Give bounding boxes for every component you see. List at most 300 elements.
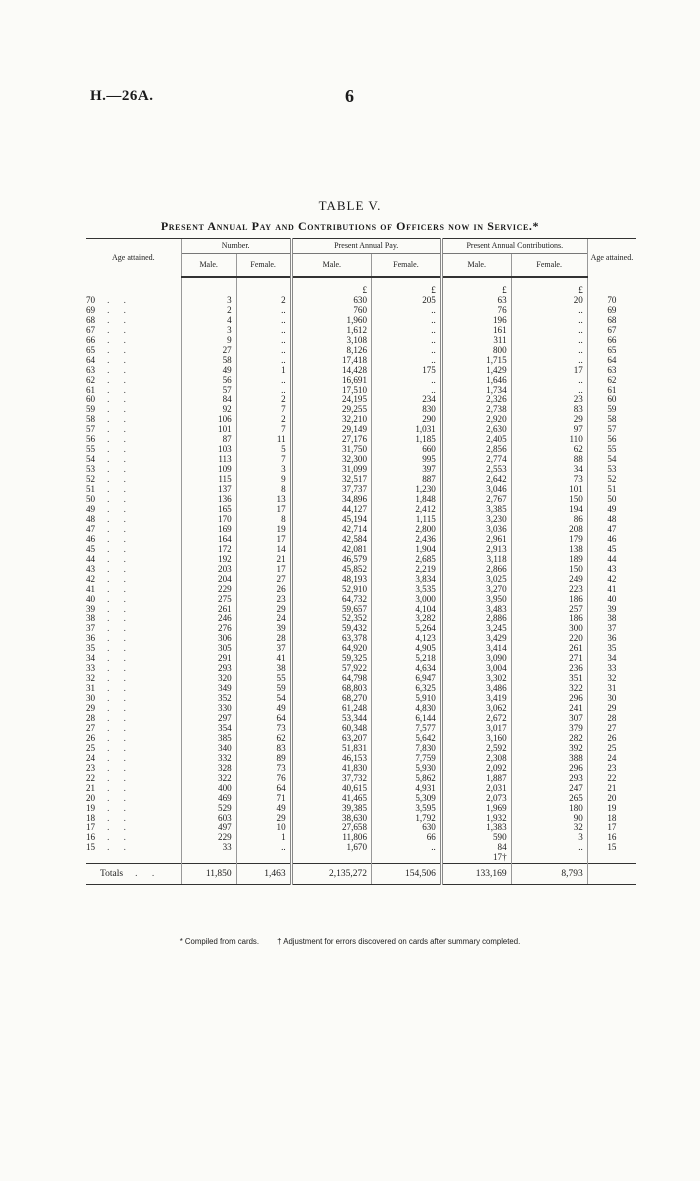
footnote-compiled: * Compiled from cards.: [179, 937, 259, 946]
number-female-cell: 2: [236, 415, 291, 425]
number-female-cell: 73: [236, 764, 291, 774]
age-value: 54: [86, 455, 96, 465]
age-right-cell: 18: [587, 814, 636, 824]
contrib-male-cell: 161: [441, 326, 511, 336]
pay-female-cell: 830: [372, 405, 442, 415]
age-value: 60: [86, 395, 96, 405]
number-male-cell: 2: [181, 306, 236, 316]
number-female-cell: 17: [236, 535, 291, 545]
contrib-male-cell: 2,553: [441, 465, 511, 475]
number-female-cell: 27: [236, 575, 291, 585]
age-right-cell: 36: [587, 634, 636, 644]
contrib-male-cell: 2,866: [441, 565, 511, 575]
pay-female-cell: 660: [372, 445, 442, 455]
age-value: 53: [86, 465, 96, 475]
pay-male-cell: 48,193: [291, 575, 371, 585]
age-value: 42: [86, 574, 96, 584]
age-cell: [86, 395, 181, 405]
leader-dots: . .: [107, 455, 132, 465]
age-value: 18: [86, 813, 96, 823]
age-right-cell: 56: [587, 435, 636, 445]
leader-dots: . .: [107, 295, 132, 305]
contrib-male-cell: 3,090: [441, 654, 511, 664]
leader-dots: . .: [107, 634, 132, 644]
total-pay-female: 154,506: [372, 864, 442, 885]
pay-male-cell: 27,658: [291, 823, 371, 833]
number-female-cell: 14: [236, 545, 291, 555]
age-right-cell: 45: [587, 545, 636, 555]
pay-female-cell: ..: [372, 316, 442, 326]
pay-female-cell: 5,218: [372, 654, 442, 664]
pay-female-cell: 7,830: [372, 744, 442, 754]
table-row: [86, 774, 636, 784]
contrib-female-cell: 20: [511, 296, 587, 306]
age-value: 25: [86, 743, 96, 753]
pay-female-cell: 2,800: [372, 525, 442, 535]
pay-male-cell: 51,831: [291, 744, 371, 754]
number-female-cell: 49: [236, 704, 291, 714]
age-cell: [86, 764, 181, 774]
age-value: 55: [86, 445, 96, 455]
pay-male-cell: 29,149: [291, 425, 371, 435]
contrib-male-cell: 84: [441, 843, 511, 853]
contrib-female-cell: 220: [511, 634, 587, 644]
age-right-cell: 66: [587, 336, 636, 346]
pay-female-cell: 1,115: [372, 515, 442, 525]
age-cell: [86, 823, 181, 833]
pay-female-cell: ..: [372, 326, 442, 336]
number-female-cell: 37: [236, 644, 291, 654]
number-male-cell: 354: [181, 724, 236, 734]
number-female-cell: 13: [236, 495, 291, 505]
contrib-female-cell: 34: [511, 465, 587, 475]
leader-dots: . .: [107, 704, 132, 714]
contrib-male-cell: 3,025: [441, 575, 511, 585]
age-cell: [86, 565, 181, 575]
age-value: 68: [86, 315, 96, 325]
contrib-female-cell: 17: [511, 366, 587, 376]
header-number-male: Male.: [181, 254, 236, 278]
leader-dots: . .: [107, 524, 132, 534]
contrib-male-cell: 2,073: [441, 794, 511, 804]
empty-cell: [511, 853, 587, 863]
contrib-male-cell: 3,046: [441, 485, 511, 495]
number-male-cell: 246: [181, 614, 236, 624]
total-contrib-male: 133,169: [441, 864, 511, 885]
contrib-female-cell: 265: [511, 794, 587, 804]
age-cell: [86, 654, 181, 664]
pay-female-cell: 1,031: [372, 425, 442, 435]
number-male-cell: 320: [181, 674, 236, 684]
contrib-female-cell: 379: [511, 724, 587, 734]
leader-dots: . .: [107, 614, 132, 624]
leader-dots: . .: [107, 365, 132, 375]
number-male-cell: 275: [181, 595, 236, 605]
age-cell: [86, 555, 181, 565]
contrib-female-cell: 388: [511, 754, 587, 764]
contrib-female-cell: 223: [511, 585, 587, 595]
age-cell: [86, 833, 181, 843]
number-female-cell: 73: [236, 724, 291, 734]
age-right-cell: 15: [587, 843, 636, 853]
number-male-cell: 332: [181, 754, 236, 764]
age-cell: [86, 495, 181, 505]
age-value: 26: [86, 733, 96, 743]
contrib-male-cell: 3,414: [441, 644, 511, 654]
pay-male-cell: 3,108: [291, 336, 371, 346]
contrib-male-cell: 3,302: [441, 674, 511, 684]
pay-male-cell: 59,325: [291, 654, 371, 664]
number-male-cell: 385: [181, 734, 236, 744]
header-age-right: Age attained.: [587, 239, 636, 278]
currency-symbol: £: [441, 277, 511, 296]
header-contrib-male: Male.: [441, 254, 511, 278]
pay-male-cell: 37,737: [291, 485, 371, 495]
table-row: [86, 714, 636, 724]
contrib-female-cell: 86: [511, 515, 587, 525]
leader-dots: . .: [107, 624, 132, 634]
pay-male-cell: 37,732: [291, 774, 371, 784]
age-value: 34: [86, 654, 96, 664]
age-cell: [86, 704, 181, 714]
table-row: [86, 455, 636, 465]
contrib-female-cell: 392: [511, 744, 587, 754]
table-row: [86, 306, 636, 316]
age-right-cell: 39: [587, 605, 636, 615]
pay-male-cell: 27,176: [291, 435, 371, 445]
age-cell: [86, 664, 181, 674]
number-male-cell: 328: [181, 764, 236, 774]
age-cell: [86, 784, 181, 794]
pay-female-cell: ..: [372, 386, 442, 396]
contrib-male-cell: 3,230: [441, 515, 511, 525]
currency-symbol: £: [291, 277, 371, 296]
number-male-cell: 115: [181, 475, 236, 485]
pay-female-cell: 2,219: [372, 565, 442, 575]
age-value: 16: [86, 833, 96, 843]
contrib-female-cell: 189: [511, 555, 587, 565]
table-row: [86, 833, 636, 843]
age-right-cell: 28: [587, 714, 636, 724]
pay-female-cell: 175: [372, 366, 442, 376]
header-number: Number.: [181, 239, 291, 254]
leader-dots: . .: [107, 713, 132, 723]
pay-male-cell: 41,465: [291, 794, 371, 804]
number-male-cell: 170: [181, 515, 236, 525]
table-subtitle: Present Annual Pay and Contributions of Officers now in Service.*: [160, 219, 540, 233]
contrib-male-cell: 1,429: [441, 366, 511, 376]
age-right-cell: 69: [587, 306, 636, 316]
table-row: [86, 843, 636, 853]
age-cell: [86, 366, 181, 376]
pay-male-cell: 52,352: [291, 614, 371, 624]
age-right-cell: 33: [587, 664, 636, 674]
contrib-female-cell: 300: [511, 624, 587, 634]
contrib-male-cell: 3,486: [441, 684, 511, 694]
pay-female-cell: 2,685: [372, 555, 442, 565]
pay-male-cell: 17,510: [291, 386, 371, 396]
leader-dots: . .: [107, 664, 132, 674]
totals-row: [86, 864, 636, 885]
age-value: 33: [86, 664, 96, 674]
table-row: [86, 376, 636, 386]
contrib-female-cell: 83: [511, 405, 587, 415]
age-right-cell: 21: [587, 784, 636, 794]
pay-male-cell: 39,385: [291, 804, 371, 814]
table-row: [86, 624, 636, 634]
number-male-cell: 192: [181, 555, 236, 565]
contrib-female-cell: 282: [511, 734, 587, 744]
number-female-cell: 11: [236, 435, 291, 445]
age-value: 27: [86, 723, 96, 733]
number-female-cell: 5: [236, 445, 291, 455]
pay-female-cell: 5,642: [372, 734, 442, 744]
footnotes: [0, 937, 700, 946]
empty-cell: [587, 853, 636, 863]
age-cell: [86, 535, 181, 545]
table-row: [86, 654, 636, 664]
age-cell: [86, 505, 181, 515]
header-pay: Present Annual Pay.: [291, 239, 441, 254]
age-right-cell: 23: [587, 764, 636, 774]
number-male-cell: 56: [181, 376, 236, 386]
age-right-cell: 35: [587, 644, 636, 654]
number-female-cell: 64: [236, 714, 291, 724]
pay-female-cell: 290: [372, 415, 442, 425]
contrib-female-cell: 88: [511, 455, 587, 465]
contrib-male-cell: 2,672: [441, 714, 511, 724]
age-value: 36: [86, 634, 96, 644]
number-female-cell: 9: [236, 475, 291, 485]
age-cell: [86, 525, 181, 535]
age-value: 43: [86, 564, 96, 574]
table-row: [86, 585, 636, 595]
contrib-male-cell: 3,483: [441, 605, 511, 615]
pay-male-cell: 68,270: [291, 694, 371, 704]
age-value: 45: [86, 544, 96, 554]
number-female-cell: ..: [236, 336, 291, 346]
contrib-male-cell: 1,383: [441, 823, 511, 833]
number-female-cell: 89: [236, 754, 291, 764]
table-row: [86, 366, 636, 376]
table-row: [86, 435, 636, 445]
contrib-male-cell: 3,004: [441, 664, 511, 674]
age-value: 44: [86, 554, 96, 564]
age-right-cell: 29: [587, 704, 636, 714]
table-row: [86, 326, 636, 336]
table-row: [86, 744, 636, 754]
pay-female-cell: 1,904: [372, 545, 442, 555]
total-number-male: 11,850: [181, 864, 236, 885]
age-value: 50: [86, 495, 96, 505]
pay-male-cell: 61,248: [291, 704, 371, 714]
contrib-male-cell: 2,886: [441, 614, 511, 624]
age-right-cell: 31: [587, 684, 636, 694]
total-number-female: 1,463: [236, 864, 291, 885]
age-cell: [86, 545, 181, 555]
pay-female-cell: 5,930: [372, 764, 442, 774]
number-male-cell: 33: [181, 843, 236, 853]
number-male-cell: 57: [181, 386, 236, 396]
number-female-cell: ..: [236, 346, 291, 356]
age-cell: [86, 674, 181, 684]
number-male-cell: 203: [181, 565, 236, 575]
number-male-cell: 349: [181, 684, 236, 694]
age-right-cell: 46: [587, 535, 636, 545]
age-right-cell: 53: [587, 465, 636, 475]
table-row: [86, 425, 636, 435]
leader-dots: . .: [107, 733, 132, 743]
leader-dots: . .: [107, 654, 132, 664]
age-value: 49: [86, 504, 96, 514]
number-female-cell: ..: [236, 316, 291, 326]
age-value: 66: [86, 335, 96, 345]
contrib-female-cell: ..: [511, 306, 587, 316]
contrib-male-cell: 2,308: [441, 754, 511, 764]
total-pay-male: 2,135,272: [291, 864, 371, 885]
number-female-cell: ..: [236, 386, 291, 396]
number-female-cell: 1: [236, 833, 291, 843]
pay-female-cell: 1,230: [372, 485, 442, 495]
table-row: [86, 405, 636, 415]
age-cell: [86, 306, 181, 316]
pay-female-cell: ..: [372, 346, 442, 356]
footnote-adjustment: † Adjustment for errors discovered on cards after summary completed.: [277, 937, 521, 946]
age-cell: [86, 804, 181, 814]
number-male-cell: 136: [181, 495, 236, 505]
table-row: [86, 804, 636, 814]
table-row: [86, 336, 636, 346]
pay-female-cell: 3,595: [372, 804, 442, 814]
number-male-cell: 4: [181, 316, 236, 326]
leader-dots: . .: [107, 325, 132, 335]
currency-symbol: £: [372, 277, 442, 296]
table-row: [86, 704, 636, 714]
pay-male-cell: 32,300: [291, 455, 371, 465]
contrib-male-cell: 3,036: [441, 525, 511, 535]
pay-male-cell: 53,344: [291, 714, 371, 724]
contrib-male-cell: 1,715: [441, 356, 511, 366]
contrib-male-cell: 3,062: [441, 704, 511, 714]
age-value: 32: [86, 674, 96, 684]
table-row: [86, 555, 636, 565]
age-right-cell: 64: [587, 356, 636, 366]
age-cell: [86, 515, 181, 525]
pay-female-cell: 3,535: [372, 585, 442, 595]
leader-dots: . .: [107, 465, 132, 475]
number-male-cell: 330: [181, 704, 236, 714]
age-value: 28: [86, 713, 96, 723]
contrib-female-cell: 101: [511, 485, 587, 495]
number-male-cell: 137: [181, 485, 236, 495]
age-cell: [86, 684, 181, 694]
number-male-cell: 297: [181, 714, 236, 724]
age-value: 56: [86, 435, 96, 445]
pay-female-cell: 630: [372, 823, 442, 833]
leader-dots: . .: [107, 415, 132, 425]
pay-female-cell: 4,931: [372, 784, 442, 794]
contrib-male-cell: 2,405: [441, 435, 511, 445]
table-row: [86, 525, 636, 535]
number-female-cell: 7: [236, 405, 291, 415]
age-right-cell: 48: [587, 515, 636, 525]
contrib-male-cell: 2,092: [441, 764, 511, 774]
contrib-male-cell: 2,920: [441, 415, 511, 425]
pay-male-cell: 63,378: [291, 634, 371, 644]
contrib-male-cell: 1,969: [441, 804, 511, 814]
contrib-male-cell: 311: [441, 336, 511, 346]
pay-female-cell: 4,905: [372, 644, 442, 654]
contrib-female-cell: 271: [511, 654, 587, 664]
number-male-cell: 109: [181, 465, 236, 475]
pay-female-cell: 1,792: [372, 814, 442, 824]
pay-male-cell: 34,896: [291, 495, 371, 505]
leader-dots: . .: [107, 843, 132, 853]
pay-male-cell: 64,920: [291, 644, 371, 654]
number-female-cell: 62: [236, 734, 291, 744]
pay-male-cell: 64,732: [291, 595, 371, 605]
pay-male-cell: 41,830: [291, 764, 371, 774]
leader-dots: . .: [107, 345, 132, 355]
table-row: [86, 316, 636, 326]
adjustment-row: [86, 853, 636, 863]
table-body: [86, 277, 636, 885]
age-cell: [86, 585, 181, 595]
age-cell: [86, 614, 181, 624]
pay-male-cell: 32,210: [291, 415, 371, 425]
pay-male-cell: 760: [291, 306, 371, 316]
contrib-male-cell: 3,419: [441, 694, 511, 704]
pay-male-cell: 59,432: [291, 624, 371, 634]
age-value: 63: [86, 365, 96, 375]
age-value: 24: [86, 753, 96, 763]
table-row: [86, 395, 636, 405]
leader-dots: . .: [107, 793, 132, 803]
age-cell: [86, 634, 181, 644]
age-right-cell: 43: [587, 565, 636, 575]
age-cell: [86, 744, 181, 754]
header-pay-male: Male.: [291, 254, 371, 278]
number-male-cell: 27: [181, 346, 236, 356]
table-row: [86, 565, 636, 575]
adjustment-cell: 17†: [441, 853, 511, 863]
age-value: 15: [86, 843, 96, 853]
leader-dots: . .: [107, 684, 132, 694]
age-right-cell: 70: [587, 296, 636, 306]
pay-male-cell: 57,922: [291, 664, 371, 674]
contrib-female-cell: 194: [511, 505, 587, 515]
age-cell: [86, 843, 181, 853]
age-right-cell: 51: [587, 485, 636, 495]
number-female-cell: 59: [236, 684, 291, 694]
pay-female-cell: 5,309: [372, 794, 442, 804]
number-male-cell: 169: [181, 525, 236, 535]
leader-dots: . .: [107, 335, 132, 345]
number-male-cell: 87: [181, 435, 236, 445]
leader-dots: . .: [107, 644, 132, 654]
age-cell: [86, 774, 181, 784]
totals-label: [86, 864, 181, 885]
leader-dots: . .: [107, 395, 132, 405]
table-row: [86, 614, 636, 624]
leader-dots: . .: [107, 813, 132, 823]
number-male-cell: 113: [181, 455, 236, 465]
contrib-female-cell: 241: [511, 704, 587, 714]
number-female-cell: 76: [236, 774, 291, 784]
contrib-female-cell: 293: [511, 774, 587, 784]
contrib-female-cell: 257: [511, 605, 587, 615]
contrib-female-cell: 29: [511, 415, 587, 425]
